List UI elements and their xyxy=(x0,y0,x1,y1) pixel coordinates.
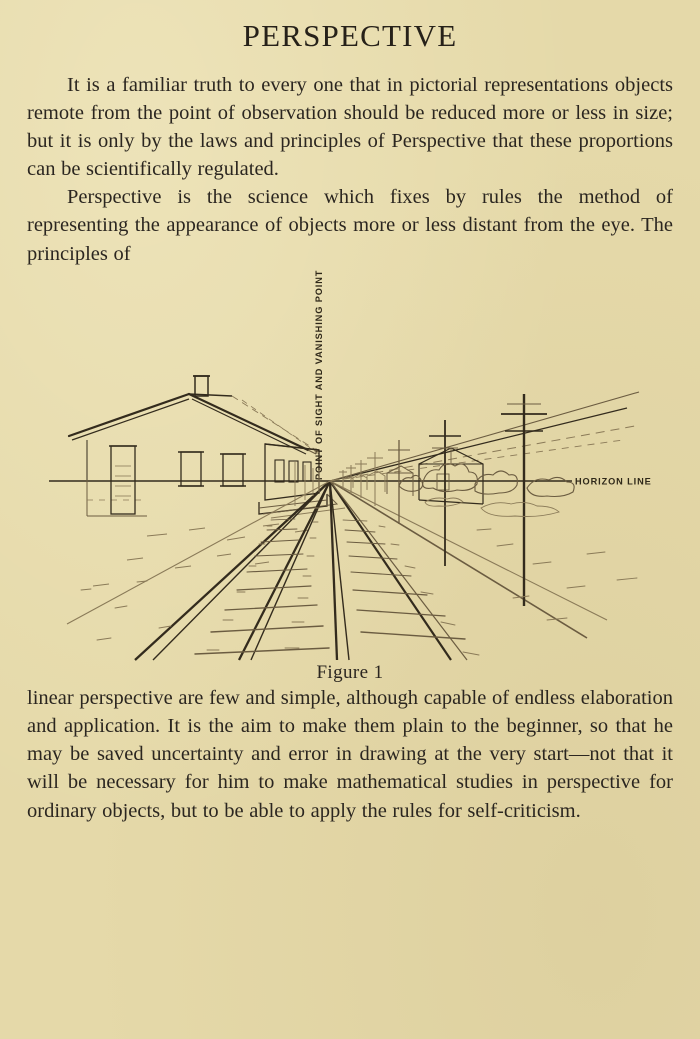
perspective-illustration xyxy=(27,268,687,668)
page-title: PERSPECTIVE xyxy=(242,18,458,53)
foreground-speckles xyxy=(81,581,171,640)
ground-texture-right xyxy=(477,529,637,620)
horizon-line-label: HORIZON LINE xyxy=(575,476,652,487)
text-block-above-figure xyxy=(27,71,673,268)
figure-1 xyxy=(27,268,673,684)
telegraph-pole-near xyxy=(501,394,547,606)
paragraph-1: It is a familiar truth to every one that in pictorial representations objects remote from the point of observation should be reduced more or less in size; but it is only by the laws and principles of Perspective that these proportions can be scientifically regulated. xyxy=(27,73,673,181)
vanishing-point-label: POINT OF SIGHT AND VANISHING POINT xyxy=(314,269,324,480)
bushes-right xyxy=(399,464,574,497)
text-block-below-figure xyxy=(27,684,673,825)
paragraph-3: linear perspective are few and simple, although capable of endless elaboration and application. It is the aim to make them plain to the beginner, so that he may be saved uncertainty and error in drawing at the very start—not that it will be necessary for him to make mathematical studies in perspective for ordinary objects, but to be able to apply the rules for self-criticism. xyxy=(27,686,673,822)
figure-caption: Figure 1 xyxy=(316,661,384,683)
paragraph-2: Perspective is the science which fixes by rules the method of representing the appearance of objects more or less distant from the eye. The principles of xyxy=(27,186,673,265)
ballast-texture xyxy=(207,508,479,655)
